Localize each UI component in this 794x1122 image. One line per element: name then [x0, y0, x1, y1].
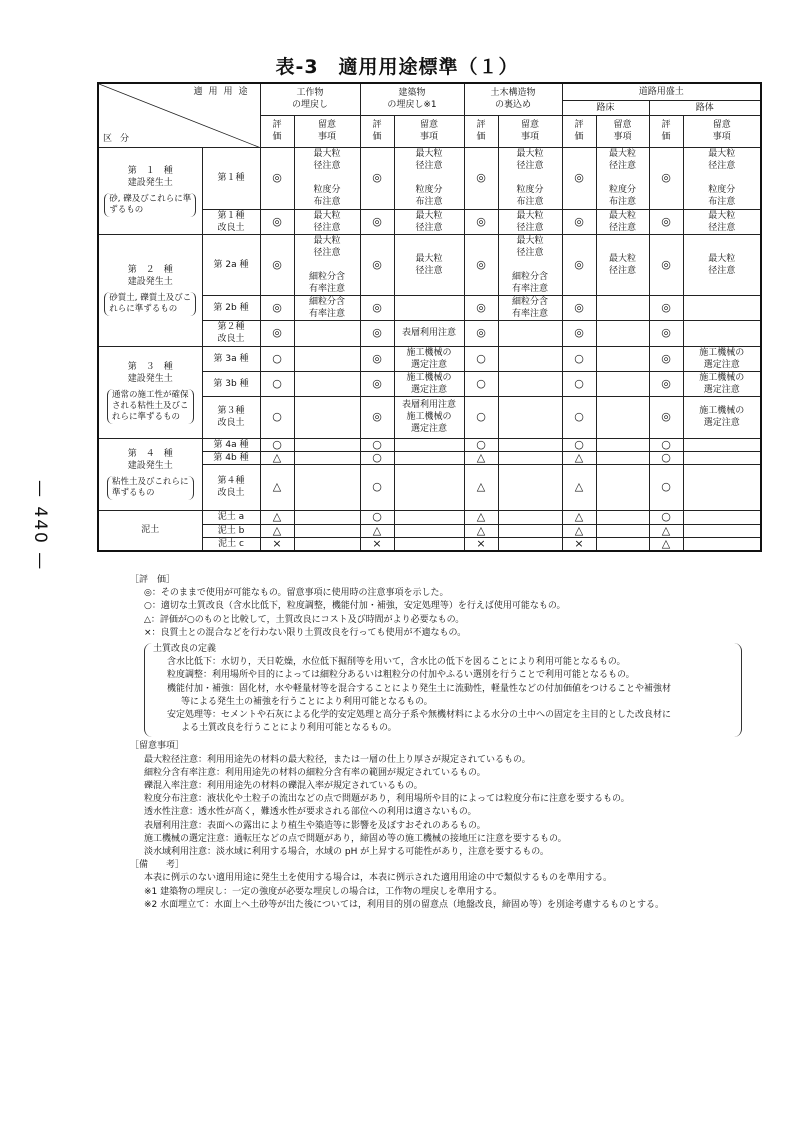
header-roadbody: 路体: [649, 100, 761, 115]
caution-cell: [683, 438, 761, 451]
caution-note: 最大粒径注意：利用用途先の材料の最大粒径，または一層の仕上り厚さが規定されているもの。: [144, 754, 531, 765]
evaluation-cell: ◎: [649, 346, 683, 371]
table-row: [98, 510, 761, 524]
evaluation-cell: △: [260, 451, 294, 464]
evaluation-cell: ○: [360, 438, 394, 451]
evaluation-cell: ○: [649, 464, 683, 510]
subcategory-cell: 第 4a 種: [202, 438, 260, 451]
evaluation-cell: ◎: [562, 295, 596, 320]
caution-cell: [683, 451, 761, 464]
evaluation-cell: ○: [464, 346, 498, 371]
category-cell: [98, 234, 202, 346]
caution-cell: [294, 510, 360, 524]
caution-cell: [683, 464, 761, 510]
evaluation-cell: ○: [260, 371, 294, 396]
header-eval: 評 価: [562, 115, 596, 147]
caution-cell: 最大粒 径注意 粒度分 布注意: [394, 147, 464, 209]
evaluation-cell: ◎: [649, 209, 683, 234]
caution-cell: 施工機械の 選定注意: [683, 346, 761, 371]
evaluation-cell: ×: [464, 537, 498, 551]
evaluation-cell: ○: [649, 451, 683, 464]
evaluation-cell: ◎: [360, 396, 394, 438]
evaluation-cell: ◎: [260, 147, 294, 209]
division-label: 区分: [103, 133, 138, 144]
improve-definition-box: [144, 643, 742, 737]
usage-label: 適用用途: [193, 87, 254, 97]
evaluation-cell: ◎: [562, 147, 596, 209]
table-row: [98, 234, 761, 295]
improve-note: 含水比低下：水切り，天日乾燥，水位低下掘削等を用いて，含水比の低下を図ることにより利用可能となるもの。: [167, 657, 626, 668]
evaluation-cell: ○: [562, 371, 596, 396]
category-label: 第 １ 種 建設発生土: [127, 165, 173, 188]
caution-cell: [294, 524, 360, 537]
caution-cell: [498, 537, 562, 551]
caution-cell: 最大粒 径注意 粒度分 布注意: [498, 147, 562, 209]
caution-note: 透水性注意：透水性が高く，難透水性が要求される部位への利用は適さないもの。: [144, 807, 477, 818]
evaluation-cell: ○: [360, 464, 394, 510]
caution-cell: [498, 524, 562, 537]
caution-cell: 最大粒 径注意: [498, 209, 562, 234]
subcategory-cell: 第４種 改良土: [202, 464, 260, 510]
header-corner: [98, 83, 260, 147]
caution-cell: [596, 346, 649, 371]
subcategory-cell: 第２種 改良土: [202, 320, 260, 346]
evaluation-cell: ○: [260, 438, 294, 451]
subcategory-cell: 泥土 c: [202, 537, 260, 551]
remark-note: 本表に例示のない適用用途に発生土を使用する場合は，本表に例示された適用用途の中で類似するものを準用する。: [144, 873, 613, 884]
caution-cell: [498, 510, 562, 524]
remark-note: ※2 水面埋立て：水面上へ土砂等が出た後については，利用目的別の留意点（地盤改良，締固め等）を別途考慮するものとする。: [144, 899, 664, 910]
caution-cell: [596, 464, 649, 510]
caution-cell: 最大粒 径注意: [294, 209, 360, 234]
evaluation-cell: ◎: [649, 320, 683, 346]
caution-cell: [294, 371, 360, 396]
caution-cell: [683, 295, 761, 320]
evaluation-cell: ◎: [360, 295, 394, 320]
caution-cell: [294, 464, 360, 510]
evaluation-cell: ◎: [260, 209, 294, 234]
header-note: 留意 事項: [394, 115, 464, 147]
caution-cell: [294, 451, 360, 464]
caution-cell: 表層利用注意 施工機械の 選定注意: [394, 396, 464, 438]
evaluation-cell: ○: [464, 371, 498, 396]
evaluation-cell: ◎: [562, 209, 596, 234]
evaluation-cell: ◎: [360, 346, 394, 371]
caution-cell: [596, 320, 649, 346]
eval-note: △：評価が○のものと比較して，土質改良にコスト及び時間がより必要なもの。: [144, 614, 465, 625]
evaluation-cell: △: [562, 524, 596, 537]
caution-cell: 最大粒 径注意: [596, 234, 649, 295]
caution-cell: [394, 537, 464, 551]
eval-heading: ［評 価］: [130, 575, 176, 585]
caution-note: 表層利用注意：表面への露出により植生や築造等に影響を及ぼすおそれのあるもの。: [144, 820, 486, 831]
subcategory-cell: 第３種 改良土: [202, 396, 260, 438]
header-note: 留意 事項: [683, 115, 761, 147]
caution-cell: 最大粒 径注意: [683, 234, 761, 295]
category-description: 粘性土及びこれらに 準ずるもの: [107, 476, 194, 500]
caution-cell: 最大粒 径注意 細粒分含 有率注意: [498, 234, 562, 295]
caution-cell: [596, 295, 649, 320]
evaluation-cell: △: [260, 510, 294, 524]
improve-note: 機能付加・補強：固化材，水や軽量材等を混合することにより発生土に流動性，軽量性などの付加価値をつけることや補強材: [167, 683, 672, 694]
category-cell: [98, 510, 202, 551]
caution-note: 淡水域利用注意：淡水域に利用する場合，水域の pH が上昇する可能性があり，注意を要するもの。: [144, 847, 549, 858]
category-cell: [98, 346, 202, 438]
caution-cell: [394, 464, 464, 510]
page-number: — 440 —: [30, 480, 50, 572]
evaluation-cell: △: [562, 510, 596, 524]
evaluation-cell: ○: [360, 451, 394, 464]
caution-cell: [498, 464, 562, 510]
evaluation-cell: △: [464, 464, 498, 510]
remark-note: ※1 建築物の埋戻し：一定の強度が必要な埋戻しの場合は，工作物の埋戻しを準用する。: [144, 886, 503, 897]
caution-cell: [498, 451, 562, 464]
caution-cell: 施工機械の 選定注意: [683, 396, 761, 438]
header-eval: 評 価: [649, 115, 683, 147]
evaluation-cell: ○: [260, 346, 294, 371]
evaluation-cell: ○: [562, 396, 596, 438]
improve-heading: 土質改良の定義: [153, 644, 217, 655]
eval-note: ◎：そのままで使用が可能なもの。留意事項に使用時の注意事項を示した。: [144, 588, 449, 599]
evaluation-cell: ○: [360, 510, 394, 524]
caution-cell: 表層利用注意: [394, 320, 464, 346]
header-use-1: 工作物 の埋戻し: [260, 83, 360, 115]
header-note: 留意 事項: [498, 115, 562, 147]
evaluation-cell: ◎: [649, 371, 683, 396]
caution-cell: 施工機械の 選定注意: [683, 371, 761, 396]
caution-cell: [394, 295, 464, 320]
caution-cell: [294, 537, 360, 551]
caution-heading: ［留意事項］: [130, 741, 185, 752]
header-note: 留意 事項: [294, 115, 360, 147]
evaluation-cell: ◎: [562, 234, 596, 295]
caution-note: 礫混入率注意：利用用途先の材料の礫混入率が規定されているもの。: [144, 781, 423, 792]
eval-note: ×：良質土との混合などを行わない限り土質改良を行っても使用が不適なもの。: [144, 627, 467, 638]
header-eval: 評 価: [360, 115, 394, 147]
header-roadbed: 路床: [562, 100, 649, 115]
category-label: 泥土: [141, 525, 160, 535]
evaluation-cell: ○: [464, 396, 498, 438]
caution-cell: [596, 451, 649, 464]
caution-cell: [394, 451, 464, 464]
improve-note: 等による発生土の補強を行うことにより利用可能となるもの。: [181, 696, 433, 707]
evaluation-cell: ◎: [649, 396, 683, 438]
caution-cell: [498, 371, 562, 396]
table-row: [98, 438, 761, 451]
caution-cell: [683, 320, 761, 346]
category-label: 第 ２ 種 建設発生土: [127, 265, 173, 287]
evaluation-cell: ○: [562, 438, 596, 451]
header-note: 留意 事項: [596, 115, 649, 147]
category-label: 第 ４ 種 建設発生土: [127, 449, 173, 471]
evaluation-cell: ◎: [562, 320, 596, 346]
table-row: [98, 147, 761, 209]
subcategory-cell: 第１種: [202, 147, 260, 209]
subcategory-cell: 第 2b 種: [202, 295, 260, 320]
caution-cell: [683, 537, 761, 551]
evaluation-cell: △: [649, 537, 683, 551]
page-title: 表-3 適用用途標準（１）: [275, 56, 519, 78]
caution-cell: [394, 438, 464, 451]
caution-cell: [596, 438, 649, 451]
caution-cell: 最大粒 径注意: [596, 209, 649, 234]
evaluation-cell: ◎: [360, 209, 394, 234]
subcategory-cell: 第 4b 種: [202, 451, 260, 464]
caution-cell: [498, 438, 562, 451]
evaluation-cell: ◎: [360, 320, 394, 346]
caution-cell: [683, 510, 761, 524]
caution-cell: 最大粒 径注意: [683, 209, 761, 234]
caution-cell: 細粒分含 有率注意: [498, 295, 562, 320]
evaluation-cell: ◎: [649, 234, 683, 295]
caution-cell: 最大粒 径注意 細粒分含 有率注意: [294, 234, 360, 295]
caution-cell: [498, 396, 562, 438]
caution-note: 施工機械の選定注意：過転圧などの点で問題があり，締固め等の施工機械の接地圧に注意を要するもの。: [144, 833, 567, 844]
subcategory-cell: 泥土 a: [202, 510, 260, 524]
caution-cell: [596, 537, 649, 551]
caution-cell: [294, 346, 360, 371]
caution-cell: [394, 524, 464, 537]
caution-cell: [498, 320, 562, 346]
evaluation-cell: ◎: [464, 147, 498, 209]
evaluation-cell: ○: [649, 510, 683, 524]
evaluation-cell: ○: [464, 438, 498, 451]
caution-cell: [596, 510, 649, 524]
caution-cell: 最大粒 径注意: [394, 209, 464, 234]
caution-cell: [596, 396, 649, 438]
improve-note: 安定処理等：セメントや石灰による化学的安定処理と高分子系や無機材料による水分の土中への固定を主目的とした改良材に: [167, 710, 672, 721]
subcategory-cell: 第 3b 種: [202, 371, 260, 396]
evaluation-cell: ◎: [649, 147, 683, 209]
category-description: 通常の施工性が確保 される粘性土及びこ れらに準ずるもの: [107, 389, 194, 424]
improve-note: よる土質改良を行うことにより利用可能となるもの。: [181, 723, 397, 734]
evaluation-cell: ×: [562, 537, 596, 551]
header-use-3: 土木構造物 の裏込め: [464, 83, 562, 115]
caution-cell: [596, 371, 649, 396]
category-cell: [98, 147, 202, 234]
category-description: 砂質土, 礫質土及びこ れらに準ずるもの: [104, 292, 196, 316]
header-use-2: 建築物 の埋戻し※1: [360, 83, 464, 115]
table-row: [98, 346, 761, 371]
remark-heading: ［備 考］: [130, 860, 185, 871]
improve-note: 粒度調整：利用場所や目的によっては細粒分あるいは粗粒分の付加やふるい選別を行うことで利用可能となるもの。: [167, 670, 635, 681]
caution-cell: 細粒分含 有率注意: [294, 295, 360, 320]
caution-cell: 施工機械の 選定注意: [394, 346, 464, 371]
caution-cell: 最大粒 径注意 粒度分 布注意: [596, 147, 649, 209]
evaluation-cell: △: [464, 451, 498, 464]
evaluation-cell: △: [464, 510, 498, 524]
evaluation-cell: ○: [260, 396, 294, 438]
caution-cell: 最大粒 径注意 粒度分 布注意: [683, 147, 761, 209]
evaluation-cell: ○: [562, 346, 596, 371]
caution-cell: [294, 438, 360, 451]
evaluation-cell: ×: [360, 537, 394, 551]
evaluation-cell: ◎: [360, 147, 394, 209]
caution-cell: 施工機械の 選定注意: [394, 371, 464, 396]
evaluation-cell: ◎: [649, 295, 683, 320]
caution-cell: 最大粒 径注意: [394, 234, 464, 295]
category-description: 砂, 礫及びこれらに準 ずるもの: [104, 193, 196, 217]
evaluation-cell: ◎: [360, 371, 394, 396]
evaluation-cell: △: [562, 451, 596, 464]
evaluation-cell: ◎: [260, 295, 294, 320]
evaluation-cell: △: [649, 524, 683, 537]
evaluation-cell: △: [562, 464, 596, 510]
subcategory-cell: 第１種 改良土: [202, 209, 260, 234]
caution-cell: [394, 510, 464, 524]
header-eval: 評 価: [260, 115, 294, 147]
evaluation-cell: △: [360, 524, 394, 537]
caution-note: 細粒分含有率注意：利用用途先の材料の細粒分含有率の範囲が規定されているもの。: [144, 767, 486, 778]
evaluation-cell: ◎: [464, 295, 498, 320]
caution-cell: [498, 346, 562, 371]
caution-cell: [596, 524, 649, 537]
usage-standard-table: [97, 82, 762, 552]
evaluation-cell: △: [260, 464, 294, 510]
header-eval: 評 価: [464, 115, 498, 147]
eval-note: ○：適切な土質改良（含水比低下，粒度調整，機能付加・補強，安定処理等）を行えば使用可能なもの。: [144, 601, 566, 612]
evaluation-cell: ◎: [260, 320, 294, 346]
evaluation-cell: ◎: [464, 320, 498, 346]
evaluation-cell: △: [260, 524, 294, 537]
evaluation-cell: ◎: [260, 234, 294, 295]
header-road-fill: 道路用盛土: [562, 83, 761, 100]
evaluation-cell: ◎: [360, 234, 394, 295]
caution-cell: [294, 320, 360, 346]
category-cell: [98, 438, 202, 510]
evaluation-cell: ◎: [464, 234, 498, 295]
evaluation-cell: ×: [260, 537, 294, 551]
subcategory-cell: 第 3a 種: [202, 346, 260, 371]
caution-cell: [683, 524, 761, 537]
notes-section: [130, 574, 770, 912]
caution-cell: [294, 396, 360, 438]
caution-note: 粒度分布注意：液状化や土粒子の流出などの点で問題があり，利用場所や目的によっては粒度分布に注意を要するもの。: [144, 794, 630, 805]
category-label: 第 ３ 種 建設発生土: [127, 361, 173, 384]
evaluation-cell: △: [464, 524, 498, 537]
subcategory-cell: 泥土 b: [202, 524, 260, 537]
caution-cell: 最大粒 径注意 粒度分 布注意: [294, 147, 360, 209]
subcategory-cell: 第 2a 種: [202, 234, 260, 295]
evaluation-cell: ○: [649, 438, 683, 451]
evaluation-cell: ◎: [464, 209, 498, 234]
